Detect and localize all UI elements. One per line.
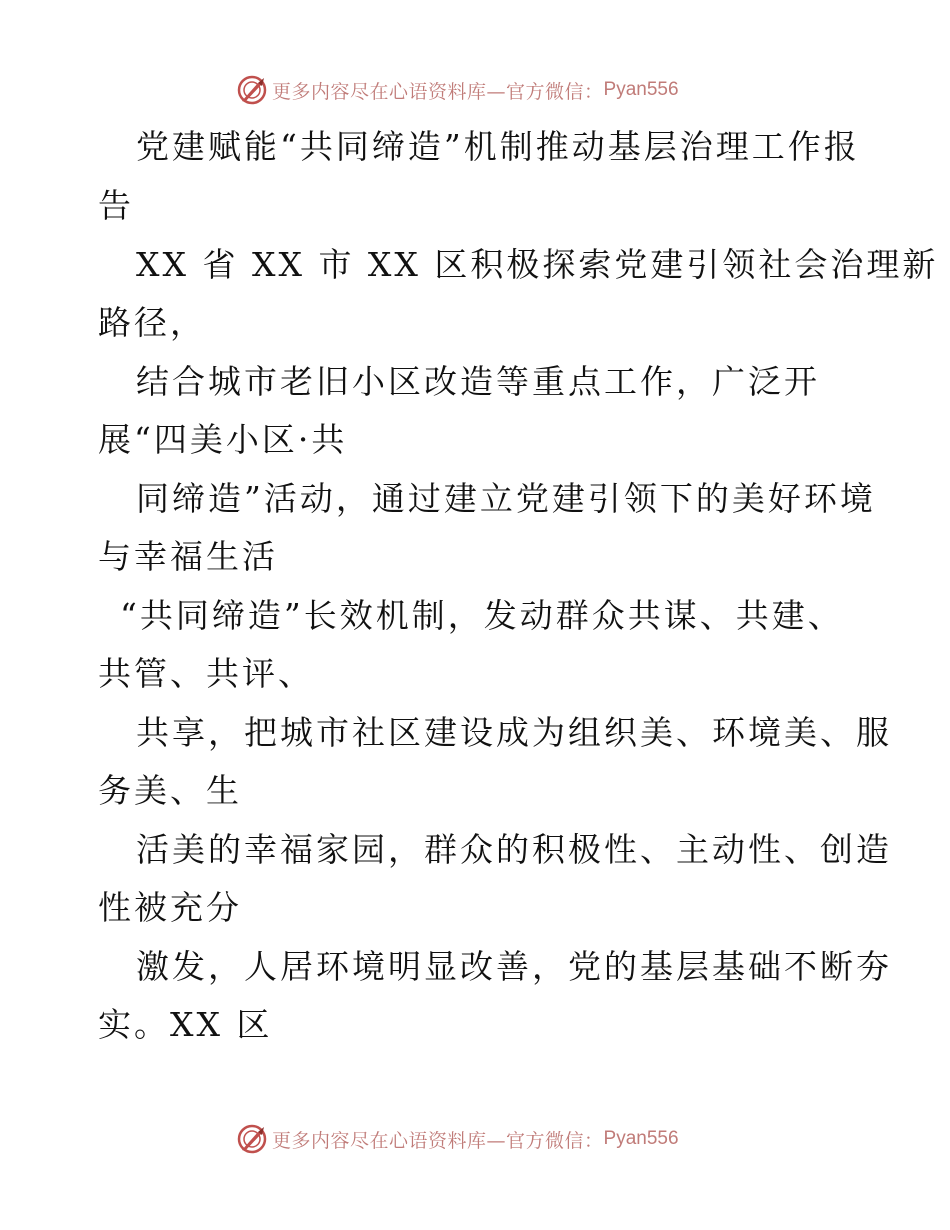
- text-line: 实。XX 区: [98, 1005, 273, 1044]
- text-line: 共享，把城市社区建设成为组织美、环境美、服: [136, 713, 892, 752]
- watermark-text: 更多内容尽在心语资料库—官方微信：: [272, 80, 604, 103]
- watermark-wechat-id: Pyan556: [603, 1128, 679, 1149]
- text-line: 党建赋能“共同缔造”机制推动基层治理工作报: [136, 127, 860, 166]
- text-line: 务美、生: [98, 771, 242, 810]
- text-line: “共同缔造”长效机制，发动群众共谋、共建、: [120, 596, 844, 635]
- quill-logo-icon: [236, 1123, 268, 1155]
- text-line: 活美的幸福家园，群众的积极性、主动性、创造: [136, 830, 892, 869]
- text-line: 告: [98, 186, 134, 225]
- text-line: 展“四美小区·共: [98, 420, 348, 459]
- header-watermark: [236, 73, 679, 107]
- text-line: 性被充分: [98, 888, 242, 927]
- text-line: 激发，人居环境明显改善，党的基层基础不断夯: [136, 947, 892, 986]
- footer-watermark: [236, 1122, 679, 1156]
- watermark-wechat-id: Pyan556: [603, 79, 679, 100]
- quill-logo-icon: [236, 74, 268, 106]
- text-line: 路径，: [98, 303, 206, 342]
- text-line: 结合城市老旧小区改造等重点工作，广泛开: [136, 362, 820, 401]
- text-line: 同缔造”活动，通过建立党建引领下的美好环境: [136, 479, 876, 518]
- text-line: XX 省 XX 市 XX 区积极探索党建引领社会治理新: [136, 245, 939, 284]
- text-line: 共管、共评、: [98, 654, 314, 693]
- watermark-text: 更多内容尽在心语资料库—官方微信：: [272, 1129, 604, 1152]
- text-line: 与幸福生活: [98, 537, 278, 576]
